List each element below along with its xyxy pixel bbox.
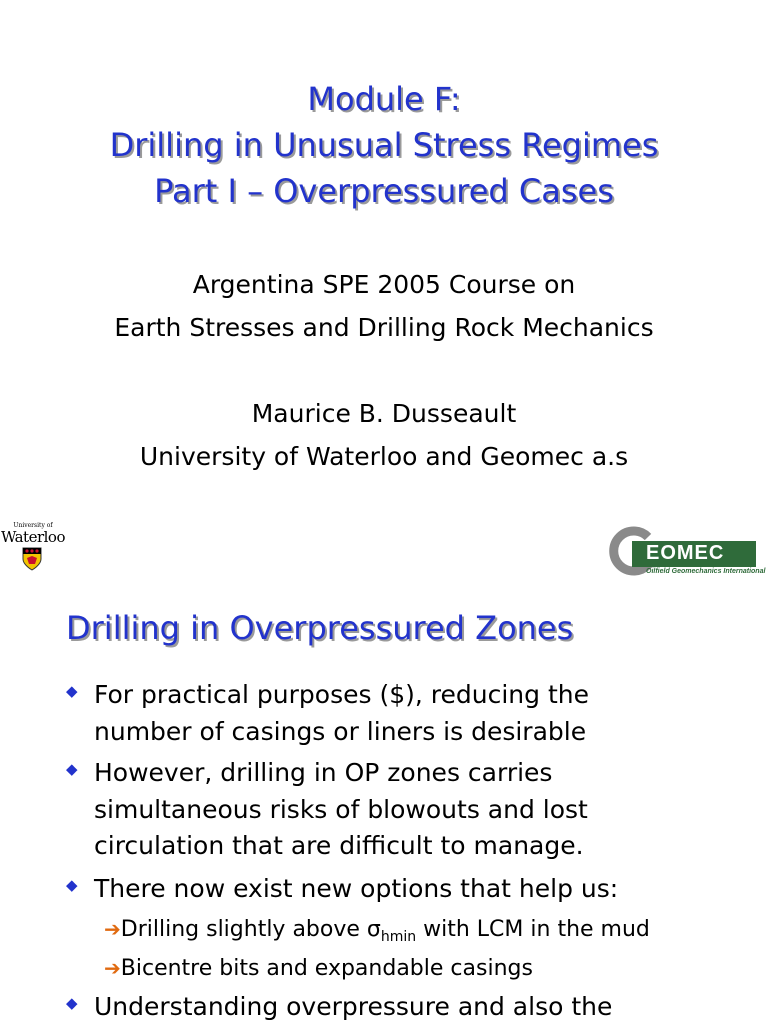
waterloo-logo-small-text: University of <box>13 522 53 529</box>
geomec-wordmark: EOMEC <box>646 542 725 564</box>
bullet-line: For practical purposes ($), reducing the <box>94 680 589 709</box>
slide-1-title <box>0 76 768 214</box>
title-line-1: Module F: <box>307 80 461 118</box>
sub-bullet-text-end: with LCM in the mud <box>416 917 650 942</box>
waterloo-logo <box>0 520 66 576</box>
bullet-text <box>94 755 734 865</box>
bullet-text <box>94 989 734 1026</box>
waterloo-crest-icon <box>22 547 42 571</box>
sub-bullet-text-start: Drilling slightly above <box>120 917 367 942</box>
diamond-bullet-icon: ◆ <box>66 682 78 700</box>
bullet-text <box>94 677 734 750</box>
slide-2 <box>0 585 768 1024</box>
course-line-1: Argentina SPE 2005 Course on <box>192 270 576 299</box>
bullet-line: number of casings or liners is desirable <box>94 716 587 746</box>
author-name: Maurice B. Dusseault <box>251 399 517 428</box>
bullet-line: However, drilling in OP zones carries <box>94 758 553 787</box>
arrow-right-icon: ➔ <box>104 917 121 941</box>
title-line-2: Drilling in Unusual Stress Regimes <box>109 126 659 164</box>
course-line-2: Earth Stresses and Drilling Rock Mechanics <box>114 313 654 342</box>
sub-bullet-item <box>104 914 650 952</box>
author-affiliation: University of Waterloo and Geomec a.s <box>139 442 629 471</box>
title-line-3: Part I – Overpressured Cases <box>154 172 614 210</box>
bullet-text <box>94 871 734 908</box>
slide-2-title: Drilling in Overpressured Zones <box>66 609 574 647</box>
bullet-line: There now exist new options that help us: <box>94 874 619 903</box>
sub-bullet-text: Bicentre bits and expandable casings <box>120 956 533 981</box>
diamond-bullet-icon: ◆ <box>66 876 78 894</box>
diamond-bullet-icon: ◆ <box>66 760 78 778</box>
geomec-logo <box>602 525 768 577</box>
sigma-subscript: hmin <box>380 929 417 945</box>
course-info <box>0 263 768 349</box>
waterloo-logo-text: Waterloo <box>1 528 65 546</box>
diamond-bullet-icon: ◆ <box>66 994 78 1012</box>
bullet-line: circulation that are difficult to manage. <box>94 831 584 860</box>
sub-bullet-item <box>104 953 533 984</box>
bullet-line: simultaneous risks of blowouts and lost <box>94 794 588 824</box>
geomec-tagline: Oilfield Geomechanics International <box>646 568 766 575</box>
arrow-right-icon: ➔ <box>104 956 121 980</box>
author-info <box>0 392 768 478</box>
sigma-symbol: σ <box>366 917 381 942</box>
bullet-line: Understanding overpressure and also the <box>94 992 613 1021</box>
